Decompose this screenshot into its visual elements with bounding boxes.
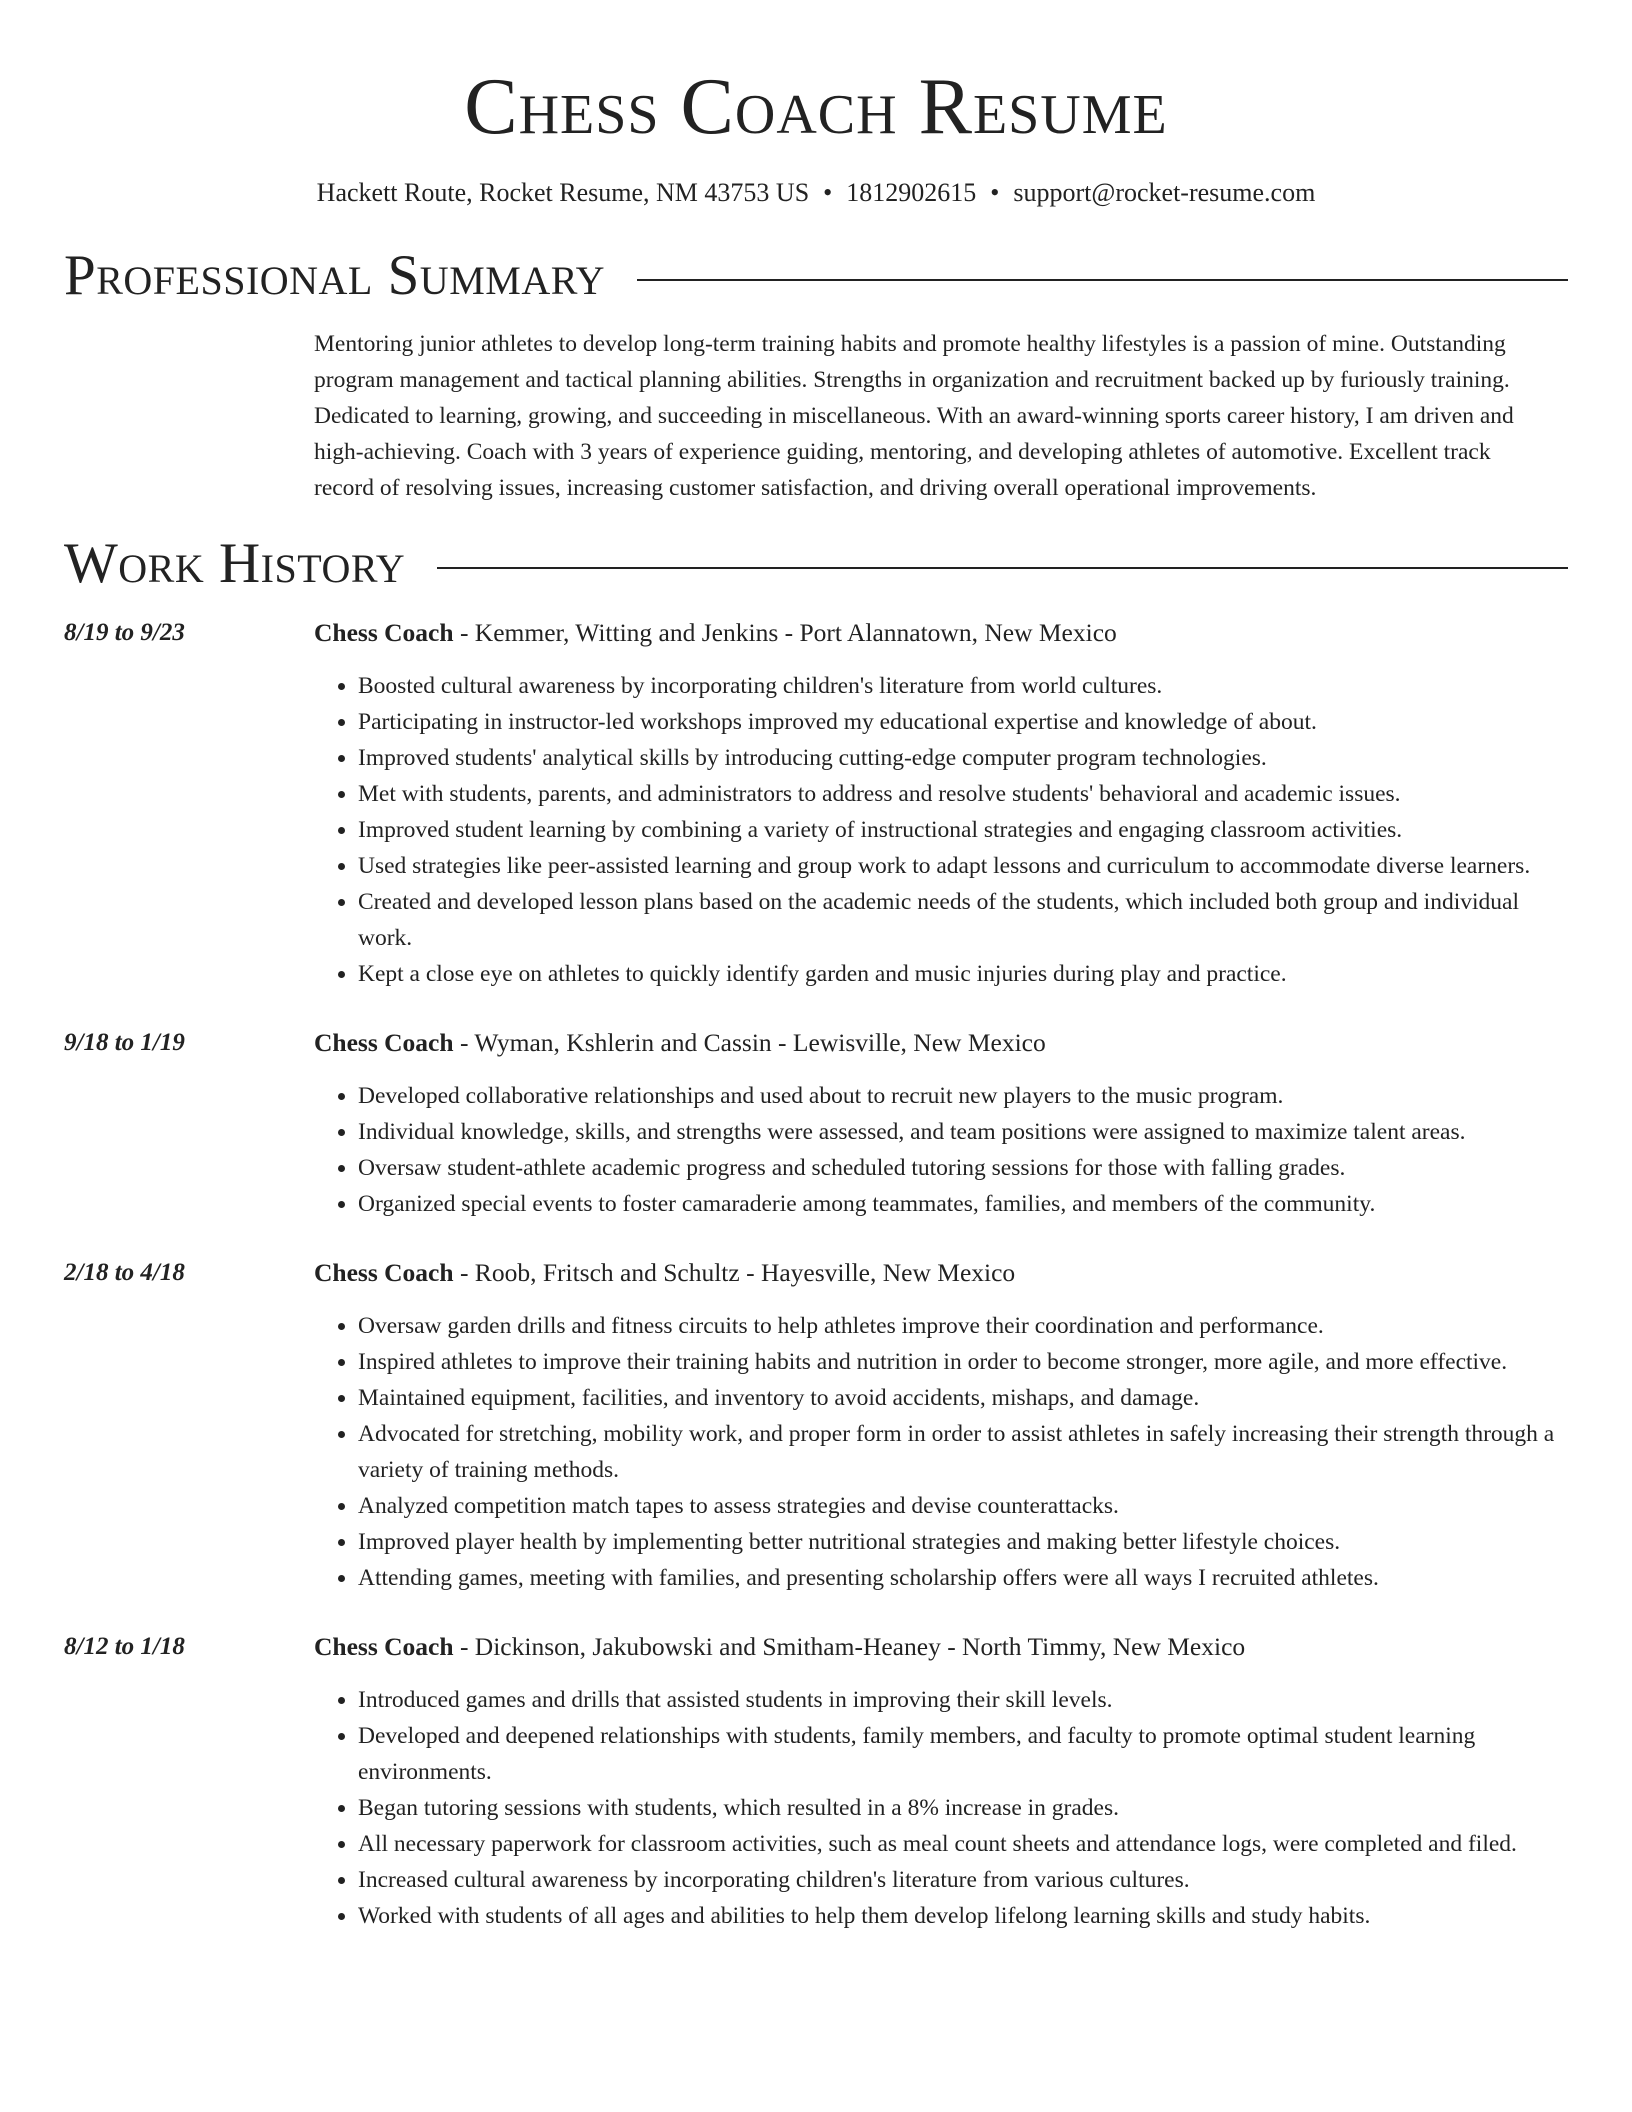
job-details [314, 1630, 1568, 1934]
resume-page [64, 0, 1568, 1934]
job-bullet: • Began tutoring sessions with students, which resulted in a 8% increase in grades. [358, 1790, 1568, 1826]
job-bullet: • Increased cultural awareness by incorporating children's literature from various cultures. [358, 1862, 1568, 1898]
job-bullet-list [314, 1682, 1568, 1934]
job-bullet-list [314, 1308, 1568, 1596]
job-title-line [314, 1256, 1568, 1290]
job-bullet: • All necessary paperwork for classroom activities, such as meal count sheets and attendance logs, were completed and filed. [358, 1826, 1568, 1862]
contact-separator: • [990, 178, 1000, 207]
job-title-line [314, 1630, 1568, 1664]
job-title: Chess Coach [314, 1028, 454, 1057]
job-bullet: • Boosted cultural awareness by incorporating children's literature from world cultures. [358, 668, 1568, 704]
job-bullet: • Kept a close eye on athletes to quickly identify garden and music injuries during play and practice. [358, 956, 1568, 992]
summary-text: Mentoring junior athletes to develop long-term training habits and promote healthy lifestyles is a passion of mine. Outstanding program management and tactical planning abilities. Strengths in organization and recruitment backed up by furiously training. Dedicated to learning, growing, and succeeding in miscellaneous. With an award-winning sports career history, I am driven and high-achieving. Coach with 3 years of experience guiding, mentoring, and developing athletes of automotive. Excellent track record of resolving issues, increasing customer satisfaction, and driving overall operational improvements. [314, 331, 1514, 501]
job-employer-location: - Dickinson, Jakubowski and Smitham-Heaney - North Timmy, New Mexico [453, 1632, 1246, 1661]
work-history-list [64, 616, 1568, 1934]
job-dates: 2/18 to 4/18 [64, 1259, 185, 1286]
job-dates: 8/12 to 1/18 [64, 1633, 185, 1660]
summary-section-heading [64, 244, 1568, 308]
summary-heading-text: Professional Summary [64, 244, 606, 307]
job-bullet: • Met with students, parents, and administrators to address and resolve students' behavioral and academic issues. [358, 776, 1568, 812]
job-bullet: • Worked with students of all ages and abilities to help them develop lifelong learning skills and study habits. [358, 1898, 1568, 1934]
job-title: Chess Coach [314, 618, 454, 647]
job-title: Chess Coach [314, 1632, 454, 1661]
job-dates: 9/18 to 1/19 [64, 1029, 185, 1056]
job-employer-location: - Kemmer, Witting and Jenkins - Port Alannatown, New Mexico [453, 618, 1117, 647]
job-title: Chess Coach [314, 1258, 454, 1287]
job-bullet: • Developed and deepened relationships with students, family members, and faculty to promote optimal student learning environments. [358, 1718, 1568, 1790]
job-bullet: • Participating in instructor-led workshops improved my educational expertise and knowledge of about. [358, 704, 1568, 740]
job-bullet: • Introduced games and drills that assisted students in improving their skill levels. [358, 1682, 1568, 1718]
job-details [314, 616, 1568, 992]
job-employer-location: - Wyman, Kshlerin and Cassin - Lewisville, New Mexico [453, 1028, 1046, 1057]
job-details [314, 1256, 1568, 1596]
job-details [314, 1026, 1568, 1222]
contact-address: Hackett Route, Rocket Resume, NM 43753 US [316, 178, 810, 207]
work-section-heading [64, 532, 1568, 596]
job-employer-location: - Roob, Fritsch and Schultz - Hayesville, New Mexico [453, 1258, 1016, 1287]
job-bullet: • Attending games, meeting with families, and presenting scholarship offers were all ways I recruited athletes. [358, 1560, 1568, 1596]
contact-phone: 1812902615 [846, 178, 977, 207]
job-bullet: • Created and developed lesson plans based on the academic needs of the students, which included both group and individual work. [358, 884, 1568, 956]
job-bullet: • Maintained equipment, facilities, and inventory to avoid accidents, mishaps, and damage. [358, 1380, 1568, 1416]
resume-title: Chess Coach Resume [464, 63, 1168, 151]
job-bullet-list [314, 668, 1568, 992]
section-divider [437, 567, 1568, 569]
job-bullet: • Inspired athletes to improve their training habits and nutrition in order to become stronger, more agile, and more effective. [358, 1344, 1568, 1380]
section-divider [637, 279, 1568, 281]
job-bullet: • Oversaw garden drills and fitness circuits to help athletes improve their coordination and performance. [358, 1308, 1568, 1344]
job-bullet: • Analyzed competition match tapes to assess strategies and devise counterattacks. [358, 1488, 1568, 1524]
job-bullet: • Oversaw student-athlete academic progress and scheduled tutoring sessions for those with falling grades. [358, 1150, 1568, 1186]
contact-email: support@rocket-resume.com [1013, 178, 1316, 207]
job-bullet: • Improved player health by implementing better nutritional strategies and making better lifestyle choices. [358, 1524, 1568, 1560]
job-title-line [314, 1026, 1568, 1060]
job-dates: 8/19 to 9/23 [64, 619, 185, 646]
work-heading-text: Work History [64, 532, 406, 595]
job-bullet: • Individual knowledge, skills, and strengths were assessed, and team positions were assigned to maximize talent areas. [358, 1114, 1568, 1150]
contact-line [64, 176, 1568, 210]
job-entry [64, 1026, 1568, 1222]
job-title-line [314, 616, 1568, 650]
job-entry [64, 1256, 1568, 1596]
contact-separator: • [823, 178, 833, 207]
job-bullet: • Advocated for stretching, mobility work, and proper form in order to assist athletes in safely increasing their strength through a variety of training methods. [358, 1416, 1568, 1488]
job-bullet-list [314, 1078, 1568, 1222]
job-bullet: • Developed collaborative relationships and used about to recruit new players to the music program. [358, 1078, 1568, 1114]
job-bullet: • Improved students' analytical skills by introducing cutting-edge computer program technologies. [358, 740, 1568, 776]
job-bullet: • Used strategies like peer-assisted learning and group work to adapt lessons and curriculum to accommodate diverse learners. [358, 848, 1568, 884]
job-entry [64, 1630, 1568, 1934]
job-bullet: • Improved student learning by combining a variety of instructional strategies and engaging classroom activities. [358, 812, 1568, 848]
job-bullet: • Organized special events to foster camaraderie among teammates, families, and members of the community. [358, 1186, 1568, 1222]
job-entry [64, 616, 1568, 992]
